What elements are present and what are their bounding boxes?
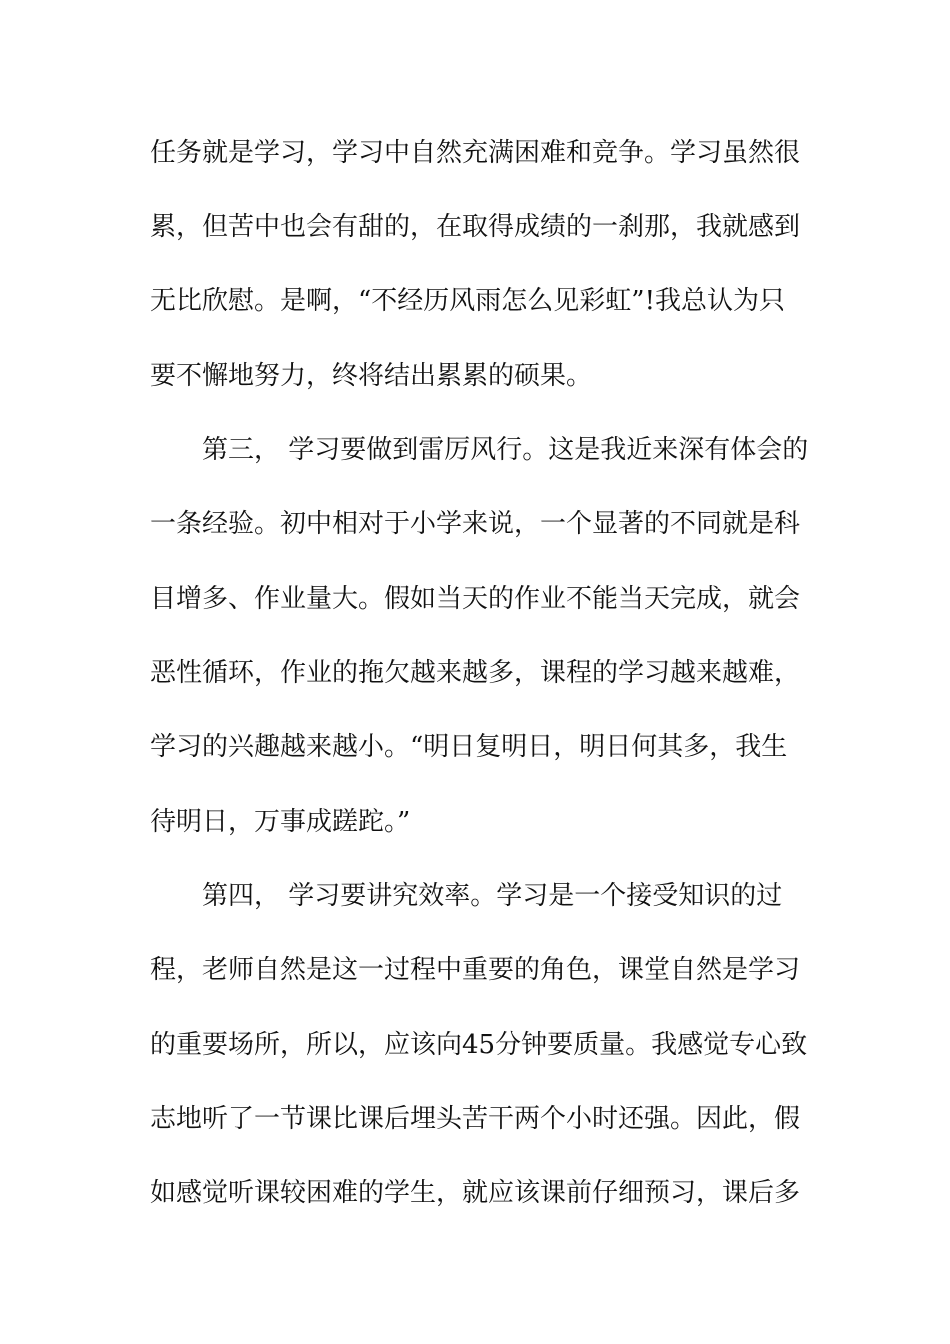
text-line: 学习的兴趣越来越小。“明日复明日，明日何其多，我生	[150, 732, 788, 762]
text-line: 的重要场所，所以，应该向45分钟要质量。我感觉专心致	[150, 1030, 808, 1060]
text-line: 目增多、作业量大。假如当天的作业不能当天完成，就会	[150, 584, 801, 614]
text-line: 志地听了一节课比课后埋头苦干两个小时还强。因此，假	[150, 1104, 801, 1134]
text-line: 一条经验。初中相对于小学来说，一个显著的不同就是科	[150, 509, 801, 539]
text-line: 任务就是学习，学习中自然充满困难和竞争。学习虽然很	[150, 138, 801, 168]
text-line: 待明日，万事成蹉跎。”	[150, 807, 411, 837]
paragraph-start-line: 第三， 学习要做到雷厉风行。这是我近来深有体会的	[202, 435, 809, 465]
text-line: 要不懈地努力，终将结出累累的硕果。	[150, 361, 593, 391]
text-line: 恶性循环，作业的拖欠越来越多，课程的学习越来越难，	[150, 658, 801, 688]
text-line: 程，老师自然是这一过程中重要的角色，课堂自然是学习	[150, 955, 801, 985]
text-line: 累，但苦中也会有甜的，在取得成绩的一刹那，我就感到	[150, 212, 801, 242]
text-line: 无比欣慰。是啊，“不经历风雨怎么见彩虹”!我总认为只	[150, 286, 786, 316]
text-line: 如感觉听课较困难的学生，就应该课前仔细预习，课后多	[150, 1178, 801, 1208]
paragraph-start-line: 第四， 学习要讲究效率。学习是一个接受知识的过	[202, 881, 783, 911]
